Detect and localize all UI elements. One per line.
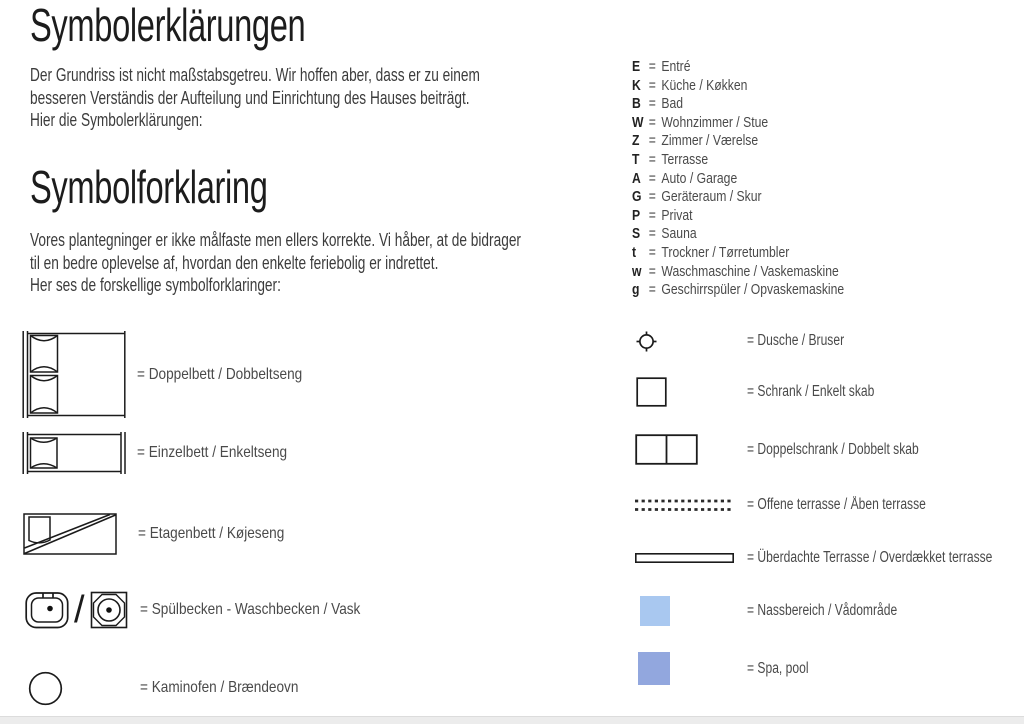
double-cabinet-icon xyxy=(632,434,747,465)
open-terrace-icon xyxy=(632,498,747,513)
legend-label: = Doppelbett / Dobbeltseng xyxy=(137,365,303,383)
equals-sign: = xyxy=(648,263,656,280)
room-code-row xyxy=(632,207,844,226)
room-code-label: Küche / Køkken xyxy=(661,77,748,94)
legend-label: = Kaminofen / Brændeovn xyxy=(140,679,299,696)
room-code-row xyxy=(632,132,844,151)
room-code-letter: w xyxy=(632,263,642,280)
room-code-row xyxy=(632,281,844,300)
legend-row-shower xyxy=(632,331,871,351)
room-code-letter: g xyxy=(632,282,640,299)
room-code-label: Entré xyxy=(661,59,691,75)
wood-stove-icon xyxy=(28,671,140,706)
equals-sign: = xyxy=(648,189,656,206)
room-code-letter: Z xyxy=(632,133,640,150)
equals-sign: = xyxy=(648,282,656,299)
room-code-letter: E xyxy=(632,59,641,75)
bunk-bed-icon xyxy=(23,513,138,555)
room-code-row xyxy=(632,170,844,189)
equals-sign: = xyxy=(648,77,656,94)
legend-row-wood-stove xyxy=(28,671,326,705)
room-code-row xyxy=(632,151,844,170)
intro-de-line: Hier die Symbolerklärungen: xyxy=(30,110,203,130)
intro-paragraph-danish xyxy=(30,229,521,297)
round-washbasin-icon xyxy=(90,591,128,629)
room-code-letter: B xyxy=(632,96,641,113)
legend-row-single-cabinet xyxy=(632,377,910,407)
equals-sign: = xyxy=(648,244,656,261)
room-code-row xyxy=(632,77,844,96)
legend-label: = Nassbereich / Vådområde xyxy=(747,602,898,619)
room-code-label: Privat xyxy=(661,207,693,224)
room-code-label: Bad xyxy=(661,96,684,113)
covered-terrace-icon xyxy=(632,553,747,563)
room-code-label: Zimmer / Værelse xyxy=(661,133,759,150)
intro-da-line: til en bedre oplevelse af, hvordan den enkelte feriebolig er indrettet. xyxy=(30,252,439,273)
legend-row-bunk-bed xyxy=(23,513,310,555)
legend-row-covered-terrace xyxy=(632,549,1024,566)
single-bed-icon xyxy=(22,432,137,474)
legend-row-single-bed xyxy=(22,432,314,474)
page-title-danish: Symbolforklaring xyxy=(30,161,268,213)
spa-pool-icon xyxy=(638,652,670,685)
room-code-letter: P xyxy=(632,207,641,224)
legend-label: = Spülbecken - Waschbecken / Vask xyxy=(140,601,361,618)
legend-label: = Überdachte Terrasse / Overdækket terrasse xyxy=(747,549,993,566)
room-code-legend xyxy=(632,58,885,300)
legend-label: = Spa, pool xyxy=(747,659,809,677)
room-code-row xyxy=(632,263,844,282)
legend-row-double-cabinet xyxy=(632,434,967,465)
legend-row-open-terrace xyxy=(632,497,976,513)
equals-sign: = xyxy=(648,226,656,243)
kitchen-sink-icon xyxy=(25,590,69,631)
room-code-label: Sauna xyxy=(661,226,697,243)
room-code-row xyxy=(632,244,844,263)
room-code-row xyxy=(632,225,844,244)
legend-label: = Schrank / Enkelt skab xyxy=(747,383,875,400)
intro-de-line: besseren Verständis der Aufteilung und Einrichtung des Hauses beiträgt. xyxy=(30,87,470,108)
legend-label: = Doppelschrank / Dobbelt skab xyxy=(747,440,919,458)
room-code-label: Geräteraum / Skur xyxy=(661,189,762,206)
room-code-letter: K xyxy=(632,77,641,94)
equals-sign: = xyxy=(648,59,656,75)
equals-sign: = xyxy=(648,207,656,224)
legend-label: = Einzelbett / Enkeltseng xyxy=(137,444,288,461)
room-code-label: Waschmaschine / Vaskemaskine xyxy=(661,263,839,280)
wet-area-icon xyxy=(640,596,670,626)
equals-sign: = xyxy=(648,151,656,168)
room-code-label: Terrasse xyxy=(661,151,709,168)
room-code-row xyxy=(632,114,844,133)
legend-label: = Etagenbett / Køjeseng xyxy=(138,525,285,542)
single-cabinet-icon xyxy=(632,377,747,407)
room-code-row xyxy=(632,188,844,207)
room-code-letter: S xyxy=(632,226,641,243)
intro-da-line: Her ses de forskellige symbolforklaringer: xyxy=(30,275,281,295)
room-code-letter: G xyxy=(632,189,642,206)
intro-de-line: Der Grundriss ist nicht maßstabsgetreu. Wir hoffen aber, dass er zu einem xyxy=(30,65,480,85)
legend-label: = Offene terrasse / Åben terrasse xyxy=(747,496,926,513)
intro-da-line: Vores plantegninger er ikke målfaste men ellers korrekte. Vi håber, at de bidrager xyxy=(30,230,521,250)
sink-washbasin-icon xyxy=(25,590,140,631)
room-code-row xyxy=(632,58,844,77)
legend-row-wet-area xyxy=(632,596,940,626)
room-code-label: Wohnzimmer / Stue xyxy=(661,114,769,131)
room-code-letter: T xyxy=(632,151,640,168)
equals-sign: = xyxy=(648,96,656,113)
equals-sign: = xyxy=(648,170,656,187)
legend-label: = Dusche / Bruser xyxy=(747,332,845,349)
slash-separator: / xyxy=(74,589,85,631)
page-bottom-edge xyxy=(0,716,1024,724)
equals-sign: = xyxy=(648,114,656,131)
room-code-row xyxy=(632,95,844,114)
double-bed-icon xyxy=(22,331,137,418)
room-code-label: Auto / Garage xyxy=(661,170,738,187)
room-code-letter: W xyxy=(632,114,644,131)
page-title-german: Symbolerklärungen xyxy=(30,0,306,51)
equals-sign: = xyxy=(648,133,656,150)
room-code-letter: t xyxy=(632,244,637,261)
room-code-label: Trockner / Tørretumbler xyxy=(661,244,790,261)
room-code-label: Geschirrspüler / Opvaskemaskine xyxy=(661,282,845,299)
legend-row-sink xyxy=(25,589,399,631)
intro-paragraph-german xyxy=(30,64,480,132)
legend-row-double-bed xyxy=(22,331,331,418)
legend-row-spa-pool xyxy=(632,652,826,685)
shower-icon xyxy=(632,331,747,352)
room-code-letter: A xyxy=(632,170,641,187)
